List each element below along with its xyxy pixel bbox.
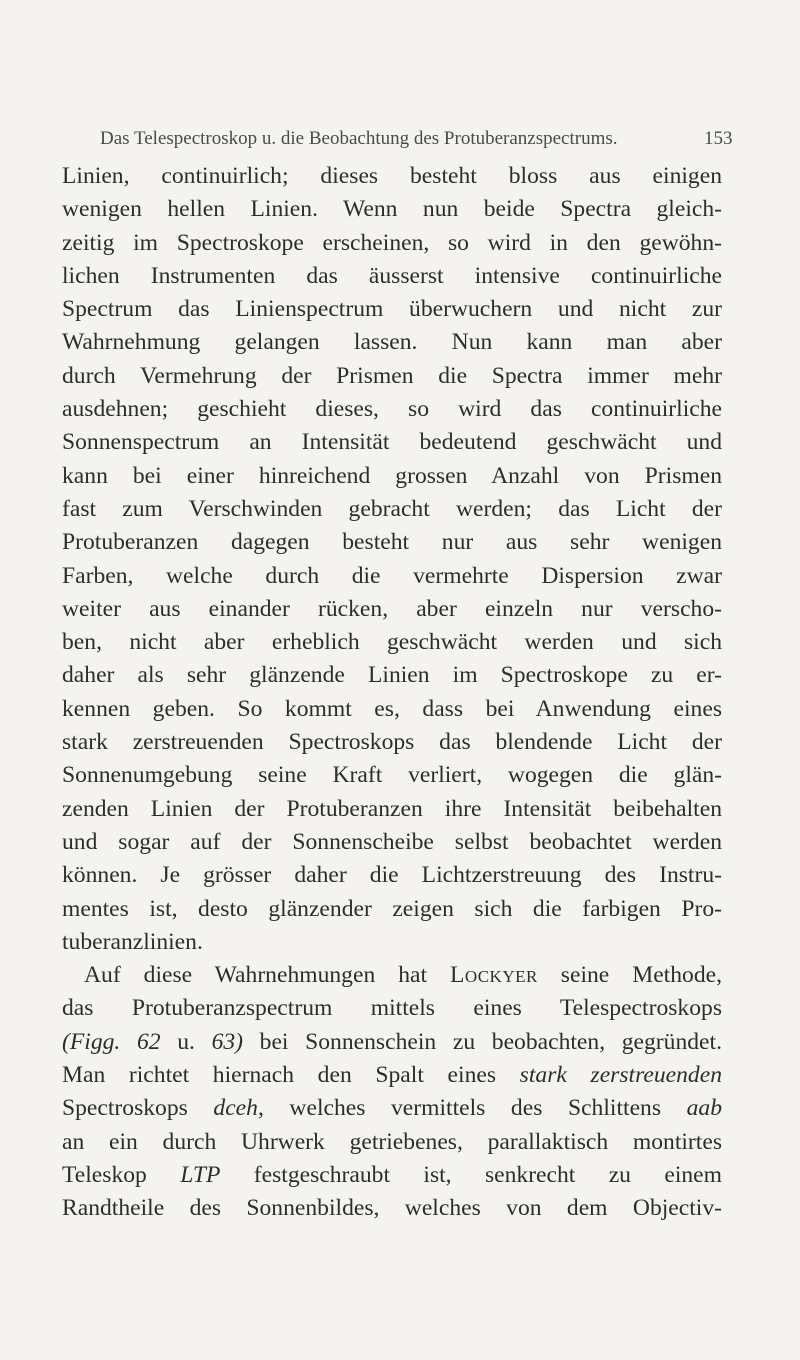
text-line: Randtheile des Sonnenbildes, welches von dem Objectiv- — [62, 1195, 722, 1222]
text-run: , welches vermittels des Schlittens — [257, 1095, 687, 1122]
running-title: Das Telespectroskop u. die Beobachtung des Protuberanzspectrums. — [100, 128, 618, 149]
text-line: Linien, continuirlich; dieses besteht bloss aus einigen — [62, 163, 722, 189]
text-line: stark zerstreuenden Spectroskops das blendende Licht der — [62, 729, 722, 756]
text-line: ben, nicht aber erheblich geschwächt werden und sich — [62, 629, 722, 656]
text-line: kann bei einer hinreichend grossen Anzahl von Prismen — [62, 462, 722, 489]
text-line: Wahrnehmung gelangen lassen. Nun kann man aber — [62, 329, 722, 356]
text-line: und sogar auf der Sonnenscheibe selbst beobachtet werden — [62, 828, 722, 855]
text-line: Spectrum das Linienspectrum überwuchern und nicht zur — [62, 296, 722, 323]
figure-reference: 63) — [211, 1028, 244, 1055]
text-run: bei Sonnenschein zu beobachten, gegründet. — [243, 1028, 722, 1055]
text-line — [62, 959, 722, 992]
text-run: Teleskop — [62, 1161, 181, 1188]
text-line: das Protuberanzspectrum mittels eines Telespectroskops — [62, 995, 722, 1022]
text-line — [62, 1159, 722, 1192]
text-line: ausdehnen; geschieht dieses, so wird das continuirliche — [62, 396, 722, 423]
text-line: Sonnenspectrum an Intensität bedeutend geschwächt und — [62, 429, 722, 456]
label-letters: LTP — [180, 1161, 221, 1188]
text-line: kennen geben. So kommt es, dass bei Anwendung eines — [62, 695, 722, 722]
text-line: an ein durch Uhrwerk getriebenes, parallaktisch montirtes — [62, 1128, 722, 1155]
text-line: durch Vermehrung der Prismen die Spectra immer mehr — [62, 362, 722, 389]
text-line: daher als sehr glänzende Linien im Spectroskope zu er- — [62, 662, 722, 689]
label-letters: dceh — [213, 1095, 258, 1122]
text-run: seine Methode, — [537, 962, 722, 989]
label-letters: aab — [686, 1095, 722, 1122]
text-line: können. Je grösser daher die Lichtzerstreuung des Instru- — [62, 862, 722, 889]
text-run: Auf diese Wahrnehmungen hat — [84, 962, 451, 989]
text-line: Farben, welche durch die vermehrte Dispersion zwar — [62, 562, 722, 589]
body-text — [62, 160, 722, 1226]
author-name: Lockyer — [450, 962, 538, 989]
text-line: lichen Instrumenten das äusserst intensive continuirliche — [62, 262, 722, 289]
text-run: Man richtet hiernach den Spalt eines — [62, 1062, 520, 1089]
text-run: Spectroskops — [62, 1095, 214, 1122]
text-line — [62, 1059, 722, 1092]
text-run: u. — [160, 1028, 212, 1055]
text-line: zeitig im Spectroskope erscheinen, so wird in den gewöhn- — [62, 229, 722, 256]
text-line — [62, 1026, 722, 1059]
text-line: Protuberanzen dagegen besteht nur aus sehr wenigen — [62, 529, 722, 556]
text-line: fast zum Verschwinden gebracht werden; das Licht der — [62, 495, 722, 522]
text-line: weiter aus einander rücken, aber einzeln nur verscho- — [62, 595, 722, 622]
text-line — [62, 1092, 722, 1125]
text-run: festgeschraubt ist, senkrecht zu einem — [220, 1161, 722, 1188]
text-line: wenigen hellen Linien. Wenn nun beide Spectra gleich- — [62, 196, 722, 223]
page-number: 153 — [704, 128, 733, 149]
text-line: tuberanzlinien. — [62, 928, 203, 955]
text-line: Sonnenumgebung seine Kraft verliert, wogegen die glän- — [62, 762, 722, 789]
text-line: mentes ist, desto glänzender zeigen sich die farbigen Pro- — [62, 895, 722, 922]
figure-reference: (Figg. 62 — [62, 1028, 161, 1055]
emphasis: stark zerstreuenden — [519, 1062, 722, 1089]
text-line: zenden Linien der Protuberanzen ihre Intensität beibehalten — [62, 795, 722, 822]
